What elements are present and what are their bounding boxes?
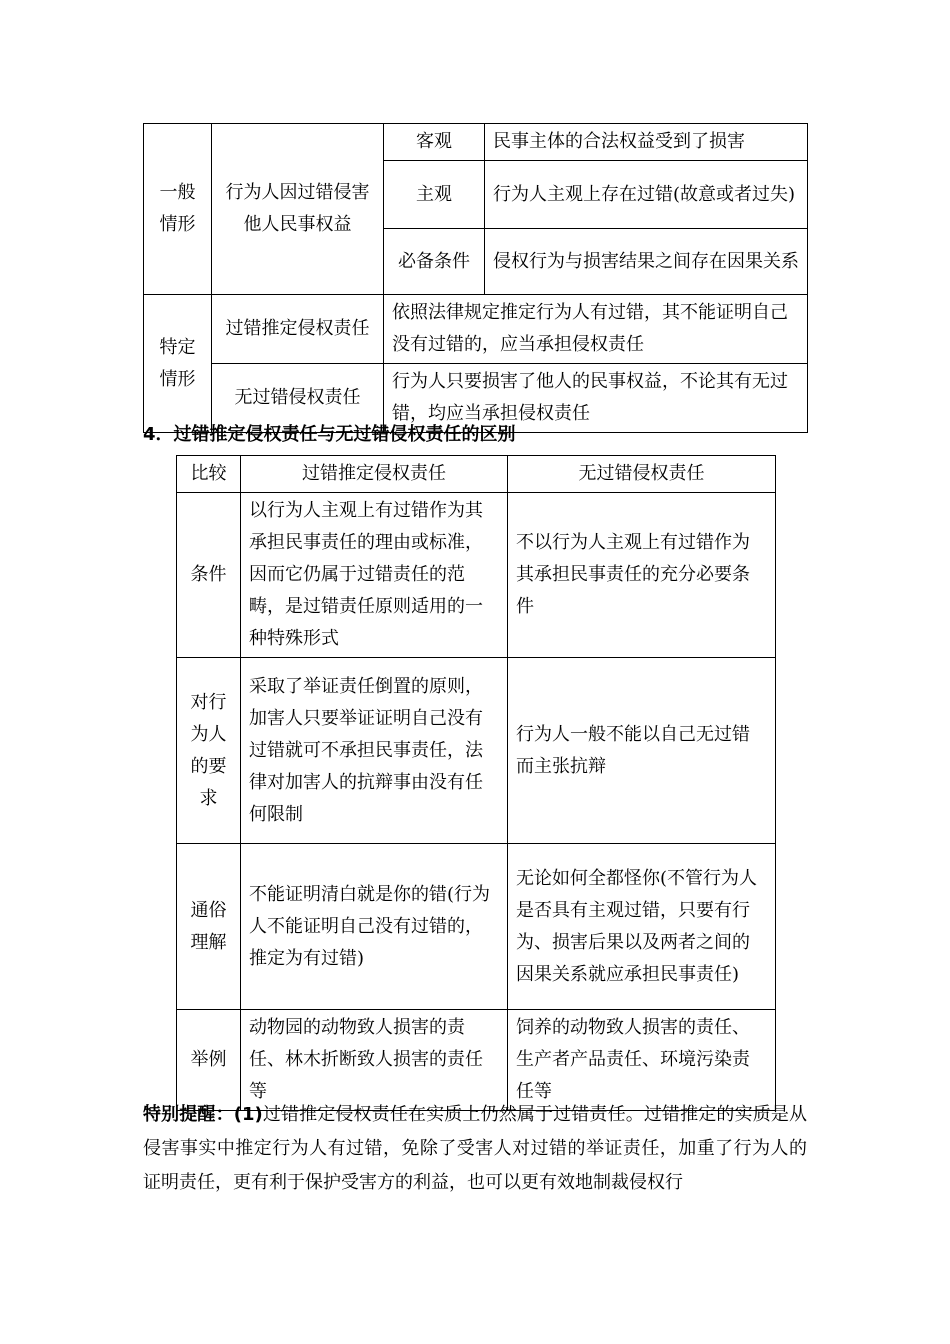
special-case-content: 行为人只要损害了他人的民事权益，不论其有无过错，均应当承担侵权责任: [384, 364, 808, 433]
no-fault-cell: 不以行为人主观上有过错作为其承担民事责任的充分必要条件: [508, 493, 776, 658]
reminder-label: 特别提醒：: [143, 1104, 234, 1125]
reminder-number: (1): [233, 1104, 263, 1125]
reminder-text: 过错推定侵权责任在实质上仍然属于过错责任。过错推定的实质是从侵害事实中推定行为人有过错，免除了受害人对过错的举证责任，加重了行为人的证明责任，更有利于保护受害方的利益，也可以更有效地制裁侵权行: [143, 1104, 807, 1193]
fault-presumption-cell: 以行为人主观上有过错作为其承担民事责任的理由或标准，因而它仍属于过错责任的范畴，是过错责任原则适用的一种特殊形式: [241, 493, 508, 658]
general-case-label: 一般 情形: [144, 124, 212, 295]
liability-table: [143, 123, 808, 433]
special-case-label: 特定 情形: [144, 295, 212, 433]
header-cell: 比较: [177, 456, 241, 493]
fault-presumption-cell: 不能证明清白就是你的错(行为人不能证明自己没有过错的，推定为有过错): [241, 844, 508, 1010]
no-fault-cell: 行为人一般不能以自己无过错而主张抗辩: [508, 658, 776, 844]
no-fault-cell: 无论如何全都怪你(不管行为人是否具有主观过错，只要有行为、损害后果以及两者之间的因果关系就应承担民事责任): [508, 844, 776, 1010]
element-name: 必备条件: [384, 229, 485, 295]
row-label: 举例: [177, 1010, 241, 1111]
element-name: 客观: [384, 124, 485, 161]
element-content: 行为人主观上存在过错(故意或者过失): [485, 161, 808, 229]
fault-presumption-cell: 动物园的动物致人损害的责任、林木折断致人损害的责任等: [241, 1010, 508, 1111]
fault-presumption-cell: 采取了举证责任倒置的原则，加害人只要举证证明自己没有过错就可不承担民事责任，法律对加害人的抗辩事由没有任何限制: [241, 658, 508, 844]
no-fault-cell: 饲养的动物致人损害的责任、生产者产品责任、环境污染责任等: [508, 1010, 776, 1111]
general-case-definition: 行为人因过错侵害他人民事权益: [212, 124, 384, 295]
header-cell: 过错推定侵权责任: [241, 456, 508, 493]
comparison-table: [176, 455, 776, 1111]
row-label: 条件: [177, 493, 241, 658]
row-label: 对行 为人 的要 求: [177, 658, 241, 844]
row-label: 通俗 理解: [177, 844, 241, 1010]
element-name: 主观: [384, 161, 485, 229]
special-case-content: 依照法律规定推定行为人有过错，其不能证明自己没有过错的，应当承担侵权责任: [384, 295, 808, 364]
header-cell: 无过错侵权责任: [508, 456, 776, 493]
section-heading: 4．过错推定侵权责任与无过错侵权责任的区别: [143, 424, 516, 445]
element-content: 侵权行为与损害结果之间存在因果关系: [485, 229, 808, 295]
special-reminder-paragraph: [143, 1098, 807, 1200]
special-case-name: 过错推定侵权责任: [212, 295, 384, 364]
special-case-name: 无过错侵权责任: [212, 364, 384, 433]
element-content: 民事主体的合法权益受到了损害: [485, 124, 808, 161]
